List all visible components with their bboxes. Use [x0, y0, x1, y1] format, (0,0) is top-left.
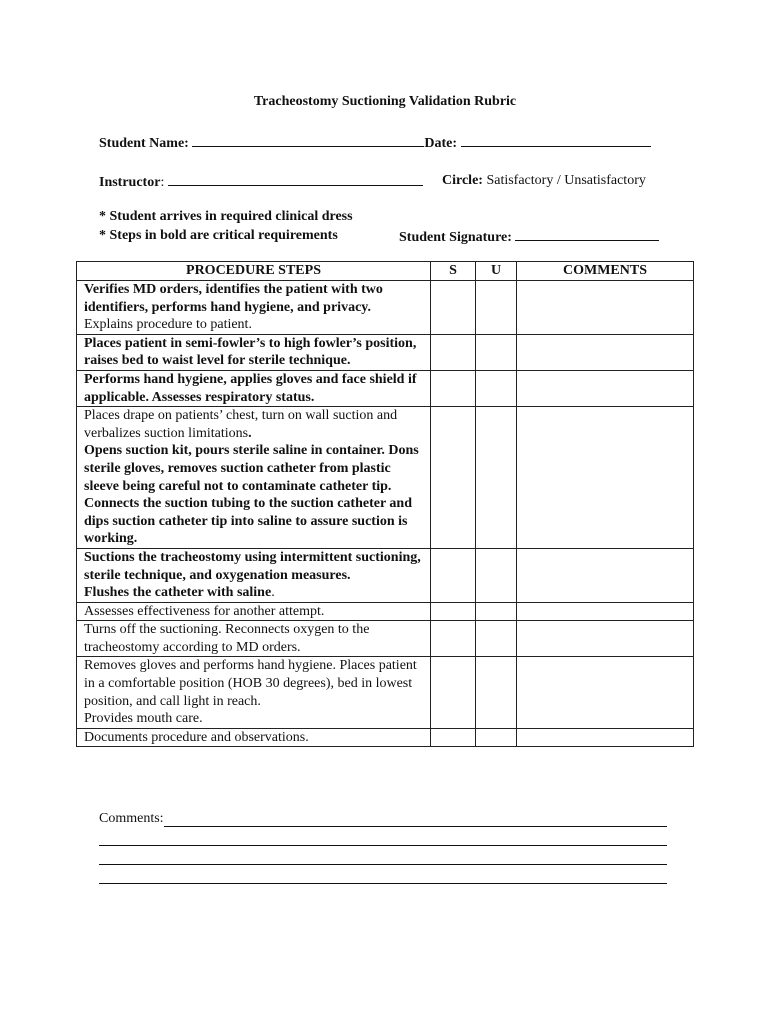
table-row — [77, 621, 694, 657]
comments-line[interactable] — [99, 846, 667, 865]
instructor-label: Instructor — [99, 175, 161, 190]
s-cell[interactable] — [431, 657, 476, 728]
step-text: Provides mouth care. — [84, 711, 203, 727]
s-cell[interactable] — [431, 334, 476, 370]
step-text — [84, 584, 423, 602]
u-cell[interactable] — [476, 370, 517, 406]
step-text: Turns off the suctioning. Reconnects oxygen to the tracheostomy according to MD orders. — [84, 622, 370, 655]
step-text-critical: Suctions the tracheostomy using intermittent suctioning, sterile technique, and oxygenation measures. — [84, 549, 421, 583]
u-cell[interactable] — [476, 728, 517, 747]
step-text: Assesses effectiveness for another attempt. — [84, 603, 325, 619]
u-cell[interactable] — [476, 334, 517, 370]
date-field[interactable] — [461, 134, 651, 147]
table-row — [77, 334, 694, 370]
step-cell — [77, 334, 431, 370]
comments-cell[interactable] — [517, 281, 694, 335]
table-header-row — [77, 262, 694, 281]
s-cell[interactable] — [431, 407, 476, 549]
step-text — [84, 407, 423, 442]
signature-label: Student Signature: — [399, 230, 512, 245]
step-text-part: Places drape on patients’ chest, turn on wall suction and verbalizes suction limitations — [84, 408, 398, 441]
step-cell — [77, 657, 431, 728]
table-row — [77, 407, 694, 549]
step-text: Documents procedure and observations. — [84, 729, 309, 745]
step-cell — [77, 621, 431, 657]
s-cell[interactable] — [431, 602, 476, 621]
table-row — [77, 602, 694, 621]
comments-cell[interactable] — [517, 407, 694, 549]
step-cell — [77, 407, 431, 549]
circle-label: Circle: — [442, 173, 483, 188]
comments-line[interactable] — [164, 808, 667, 827]
comments-cell[interactable] — [517, 370, 694, 406]
u-cell[interactable] — [476, 657, 517, 728]
u-cell[interactable] — [476, 602, 517, 621]
instructor-row — [99, 173, 423, 191]
step-text: Removes gloves and performs hand hygiene. Places patient in a comfortable position (HOB 30 degrees), bed in lowest position, and call light in reach. — [84, 658, 417, 709]
step-text-period: . — [248, 425, 252, 441]
step-cell — [77, 281, 431, 335]
comments-line[interactable] — [99, 865, 667, 884]
student-name-row — [99, 134, 651, 152]
table-row — [77, 281, 694, 335]
header-s: S — [431, 262, 476, 281]
step-cell — [77, 602, 431, 621]
table-row — [77, 728, 694, 747]
header-comments: COMMENTS — [517, 262, 694, 281]
step-cell — [77, 370, 431, 406]
comments-section — [99, 808, 667, 884]
header-procedure-steps: PROCEDURE STEPS — [77, 262, 431, 281]
comments-cell[interactable] — [517, 548, 694, 602]
comments-line[interactable] — [99, 827, 667, 846]
s-cell[interactable] — [431, 370, 476, 406]
comments-cell[interactable] — [517, 728, 694, 747]
comments-cell[interactable] — [517, 334, 694, 370]
step-text-critical: Opens suction kit, pours sterile saline in container. Dons sterile gloves, removes suction catheter from plastic sleeve being careful not to contaminate catheter tip. Connects the suction tubing to the suction catheter and dips suction catheter tip into saline to assure suction is working. — [84, 443, 419, 547]
u-cell[interactable] — [476, 621, 517, 657]
comments-row — [99, 808, 667, 827]
instructor-colon: : — [160, 175, 165, 190]
student-name-label: Student Name: — [99, 136, 189, 151]
table-row — [77, 548, 694, 602]
date-label: Date: — [424, 136, 457, 151]
step-text: Explains procedure to patient. — [84, 317, 252, 333]
circle-options[interactable]: Satisfactory / Unsatisfactory — [486, 173, 646, 188]
table-row — [77, 657, 694, 728]
comments-cell[interactable] — [517, 657, 694, 728]
s-cell[interactable] — [431, 728, 476, 747]
procedure-table — [76, 261, 694, 747]
comments-cell[interactable] — [517, 602, 694, 621]
comments-cell[interactable] — [517, 621, 694, 657]
s-cell[interactable] — [431, 281, 476, 335]
step-cell — [77, 728, 431, 747]
table-row — [77, 370, 694, 406]
circle-row — [442, 173, 646, 189]
step-text-critical-part: Flushes the catheter with saline — [84, 585, 272, 601]
signature-field[interactable] — [515, 228, 659, 241]
header-u: U — [476, 262, 517, 281]
page-title: Tracheostomy Suctioning Validation Rubric — [253, 94, 517, 109]
step-text-critical: Performs hand hygiene, applies gloves and face shield if applicable. Assesses respiratory status. — [84, 371, 417, 405]
step-text-critical: Places patient in semi-fowler’s to high fowler’s position, raises bed to waist level for sterile technique. — [84, 335, 417, 369]
step-text-period: . — [271, 585, 275, 601]
signature-row — [399, 228, 659, 246]
instructor-field[interactable] — [168, 173, 423, 186]
u-cell[interactable] — [476, 281, 517, 335]
u-cell[interactable] — [476, 548, 517, 602]
s-cell[interactable] — [431, 548, 476, 602]
comments-label: Comments: — [99, 811, 164, 826]
step-text-critical: Verifies MD orders, identifies the patient with two identifiers, performs hand hygiene, and privacy. — [84, 282, 383, 315]
s-cell[interactable] — [431, 621, 476, 657]
note-dress: * Student arrives in required clinical dress — [99, 209, 353, 224]
student-name-field[interactable] — [192, 134, 424, 147]
u-cell[interactable] — [476, 407, 517, 549]
note-bold-steps: * Steps in bold are critical requirements — [99, 228, 338, 243]
step-cell — [77, 548, 431, 602]
